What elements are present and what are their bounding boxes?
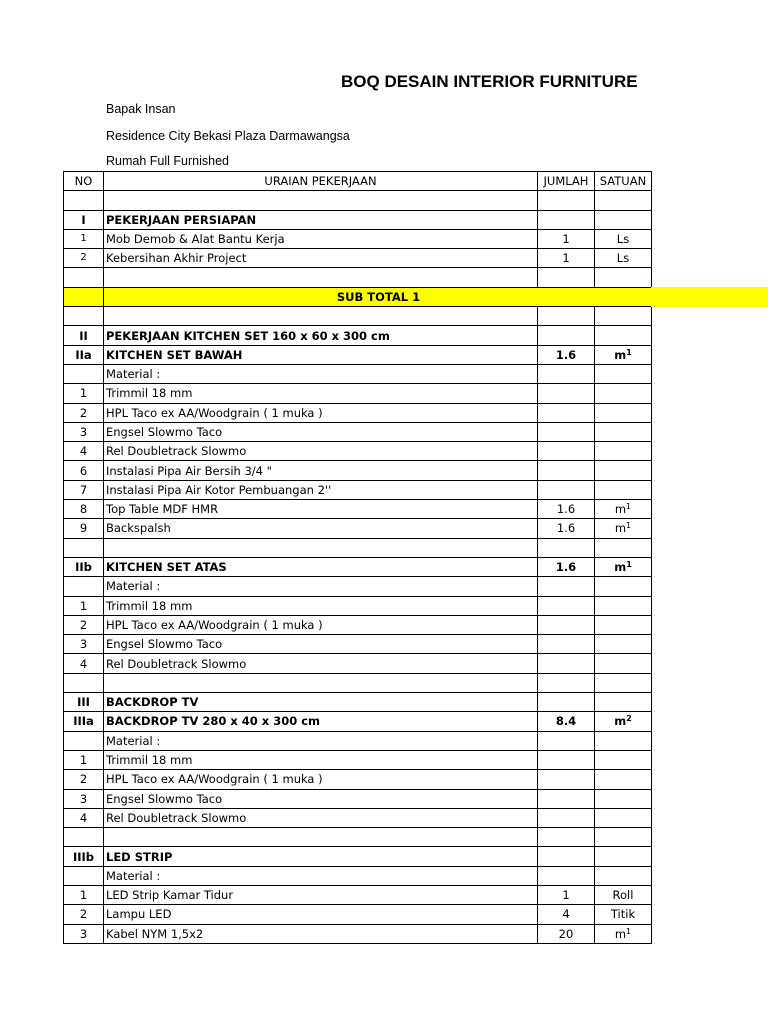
unit-text: m xyxy=(614,521,627,536)
cell-unit xyxy=(595,364,652,383)
cell-quantity xyxy=(538,191,595,210)
cell-description: KITCHEN SET ATAS xyxy=(104,557,538,576)
cell-quantity xyxy=(538,384,595,403)
cell-unit xyxy=(595,828,652,847)
cell-description: KITCHEN SET BAWAH xyxy=(104,345,538,364)
cell-no: II xyxy=(64,326,104,345)
cell-no: 3 xyxy=(64,422,104,441)
cell-quantity xyxy=(538,731,595,750)
cell-quantity xyxy=(538,364,595,383)
cell-description: Material : xyxy=(104,577,538,596)
cell-unit xyxy=(595,885,652,904)
table-row xyxy=(64,635,652,654)
table-row xyxy=(64,770,652,789)
cell-unit xyxy=(595,461,652,480)
cell-quantity xyxy=(538,307,595,326)
cell-no: 2 xyxy=(64,905,104,924)
cell-unit xyxy=(595,770,652,789)
cell-quantity xyxy=(538,789,595,808)
cell-no: I xyxy=(64,210,104,229)
cell-description: PEKERJAAN PERSIAPAN xyxy=(104,210,538,229)
table-row xyxy=(64,615,652,634)
table-row xyxy=(64,596,652,615)
header-quantity: JUMLAH xyxy=(538,172,595,191)
cell-unit xyxy=(595,577,652,596)
cell-quantity xyxy=(538,403,595,422)
cell-no: 3 xyxy=(64,635,104,654)
blank-row xyxy=(64,828,652,847)
table-row xyxy=(64,442,652,461)
table-row xyxy=(64,384,652,403)
project-scope: Rumah Full Furnished xyxy=(106,154,229,168)
cell-no: 4 xyxy=(64,442,104,461)
blank-row xyxy=(64,307,652,326)
cell-unit xyxy=(595,866,652,885)
cell-unit xyxy=(595,693,652,712)
table-row xyxy=(64,577,652,596)
cell-quantity: 1.6 xyxy=(538,557,595,576)
cell-description: HPL Taco ex AA/Woodgrain ( 1 muka ) xyxy=(104,615,538,634)
blank-row xyxy=(64,673,652,692)
cell-description: Trimmil 18 mm xyxy=(104,596,538,615)
cell-unit xyxy=(595,191,652,210)
cell-unit xyxy=(595,789,652,808)
cell-no: 1 xyxy=(64,229,104,248)
cell-quantity: 1.6 xyxy=(538,500,595,519)
header-description: URAIAN PEKERJAAN xyxy=(104,172,538,191)
unit-text: m xyxy=(614,714,627,729)
cell-quantity xyxy=(538,828,595,847)
subtotal-highlight-extension xyxy=(651,287,768,306)
cell-no: 7 xyxy=(64,480,104,499)
cell-description: Engsel Slowmo Taco xyxy=(104,789,538,808)
cell-description: Rel Doubletrack Slowmo xyxy=(104,808,538,827)
cell-no: 1 xyxy=(64,750,104,769)
cell-description xyxy=(104,307,538,326)
cell-unit xyxy=(595,635,652,654)
cell-unit xyxy=(595,268,652,287)
boq-table xyxy=(63,171,652,944)
blank-row xyxy=(64,268,652,287)
cell-no xyxy=(64,673,104,692)
cell-quantity xyxy=(538,422,595,441)
cell-no: 8 xyxy=(64,500,104,519)
table-row xyxy=(64,654,652,673)
cell-unit xyxy=(595,538,652,557)
cell-quantity: 8.4 xyxy=(538,712,595,731)
cell-no xyxy=(64,268,104,287)
cell-unit xyxy=(595,307,652,326)
cell-no: III xyxy=(64,693,104,712)
cell-description xyxy=(104,673,538,692)
cell-unit xyxy=(595,384,652,403)
subtotal-spacer xyxy=(64,287,104,306)
cell-quantity xyxy=(538,577,595,596)
cell-no: IIa xyxy=(64,345,104,364)
cell-quantity xyxy=(538,770,595,789)
unit-text: m xyxy=(614,926,627,941)
subtotal-row xyxy=(64,287,652,306)
cell-unit xyxy=(595,905,652,924)
cell-no: 2 xyxy=(64,615,104,634)
table-row xyxy=(64,924,652,943)
cell-description: Engsel Slowmo Taco xyxy=(104,422,538,441)
cell-description: Kebersihan Akhir Project xyxy=(104,249,538,268)
unit-exponent: 1 xyxy=(626,926,632,936)
cell-quantity: 1.6 xyxy=(538,345,595,364)
cell-unit xyxy=(595,712,652,731)
table-row xyxy=(64,519,652,538)
cell-description: Kabel NYM 1,5x2 xyxy=(104,924,538,943)
table-row xyxy=(64,905,652,924)
cell-unit xyxy=(595,615,652,634)
cell-description: Rel Doubletrack Slowmo xyxy=(104,442,538,461)
section-row xyxy=(64,345,652,364)
cell-description: Material : xyxy=(104,731,538,750)
section-row xyxy=(64,712,652,731)
cell-unit xyxy=(595,249,652,268)
cell-description: Engsel Slowmo Taco xyxy=(104,635,538,654)
unit-text: m xyxy=(614,347,627,362)
table-row xyxy=(64,731,652,750)
section-row xyxy=(64,693,652,712)
cell-quantity xyxy=(538,210,595,229)
cell-description: Instalasi Pipa Air Kotor Pembuangan 2'' xyxy=(104,480,538,499)
cell-quantity xyxy=(538,750,595,769)
header-no: NO xyxy=(64,172,104,191)
cell-description: HPL Taco ex AA/Woodgrain ( 1 muka ) xyxy=(104,403,538,422)
cell-no: 9 xyxy=(64,519,104,538)
cell-unit xyxy=(595,345,652,364)
cell-description: LED STRIP xyxy=(104,847,538,866)
cell-quantity xyxy=(538,635,595,654)
table-row xyxy=(64,422,652,441)
cell-no: 6 xyxy=(64,461,104,480)
table-row xyxy=(64,885,652,904)
cell-no: IIIb xyxy=(64,847,104,866)
cell-no xyxy=(64,828,104,847)
cell-no: 3 xyxy=(64,924,104,943)
cell-quantity xyxy=(538,615,595,634)
section-row xyxy=(64,557,652,576)
table-row xyxy=(64,403,652,422)
cell-no: 4 xyxy=(64,654,104,673)
cell-quantity: 4 xyxy=(538,905,595,924)
cell-unit xyxy=(595,731,652,750)
cell-unit xyxy=(595,422,652,441)
subtotal-label: SUB TOTAL 1 xyxy=(104,287,652,306)
section-row xyxy=(64,326,652,345)
table-row xyxy=(64,461,652,480)
blank-row xyxy=(64,538,652,557)
cell-description: BACKDROP TV xyxy=(104,693,538,712)
cell-description: Trimmil 18 mm xyxy=(104,384,538,403)
cell-quantity: 1 xyxy=(538,229,595,248)
cell-quantity xyxy=(538,461,595,480)
cell-unit xyxy=(595,229,652,248)
table-row xyxy=(64,500,652,519)
cell-unit xyxy=(595,442,652,461)
unit-exponent: 1 xyxy=(626,502,632,512)
unit-text: Titik xyxy=(610,907,636,922)
section-row xyxy=(64,847,652,866)
cell-quantity xyxy=(538,480,595,499)
cell-unit xyxy=(595,596,652,615)
cell-quantity xyxy=(538,673,595,692)
blank-row xyxy=(64,191,652,210)
cell-no xyxy=(64,364,104,383)
section-row xyxy=(64,210,652,229)
cell-unit xyxy=(595,403,652,422)
unit-exponent: 1 xyxy=(626,560,632,570)
table-header-row xyxy=(64,172,652,191)
cell-unit xyxy=(595,673,652,692)
unit-text: Roll xyxy=(612,888,634,903)
unit-text: Ls xyxy=(616,251,630,266)
cell-unit xyxy=(595,808,652,827)
cell-unit xyxy=(595,654,652,673)
cell-quantity xyxy=(538,866,595,885)
cell-quantity xyxy=(538,654,595,673)
cell-unit xyxy=(595,557,652,576)
cell-description: Lampu LED xyxy=(104,905,538,924)
table-row xyxy=(64,808,652,827)
client-name: Bapak Insan xyxy=(106,102,176,116)
cell-unit xyxy=(595,500,652,519)
cell-no xyxy=(64,191,104,210)
unit-text: m xyxy=(614,502,627,517)
cell-description xyxy=(104,538,538,557)
cell-description: Mob Demob & Alat Bantu Kerja xyxy=(104,229,538,248)
cell-no xyxy=(64,307,104,326)
cell-description xyxy=(104,268,538,287)
cell-quantity: 20 xyxy=(538,924,595,943)
cell-unit xyxy=(595,326,652,345)
table-row xyxy=(64,866,652,885)
cell-description: PEKERJAAN KITCHEN SET 160 x 60 x 300 cm xyxy=(104,326,538,345)
cell-unit xyxy=(595,750,652,769)
cell-description: Backspalsh xyxy=(104,519,538,538)
cell-description xyxy=(104,828,538,847)
cell-quantity: 1 xyxy=(538,249,595,268)
cell-description: Instalasi Pipa Air Bersih 3/4 " xyxy=(104,461,538,480)
cell-unit xyxy=(595,519,652,538)
cell-no: 1 xyxy=(64,596,104,615)
cell-no xyxy=(64,577,104,596)
cell-quantity xyxy=(538,326,595,345)
table-row xyxy=(64,229,652,248)
cell-quantity: 1.6 xyxy=(538,519,595,538)
cell-no: 3 xyxy=(64,789,104,808)
cell-unit xyxy=(595,847,652,866)
cell-no xyxy=(64,538,104,557)
document-title: BOQ DESAIN INTERIOR FURNITURE xyxy=(341,72,638,91)
cell-description: Trimmil 18 mm xyxy=(104,750,538,769)
unit-exponent: 1 xyxy=(626,521,632,531)
cell-quantity xyxy=(538,538,595,557)
cell-no: 2 xyxy=(64,403,104,422)
cell-description: Material : xyxy=(104,866,538,885)
cell-quantity xyxy=(538,847,595,866)
cell-quantity xyxy=(538,808,595,827)
cell-quantity: 1 xyxy=(538,885,595,904)
unit-exponent: 2 xyxy=(626,714,632,724)
cell-description: BACKDROP TV 280 x 40 x 300 cm xyxy=(104,712,538,731)
cell-no xyxy=(64,731,104,750)
cell-no: 2 xyxy=(64,249,104,268)
cell-description: Rel Doubletrack Slowmo xyxy=(104,654,538,673)
cell-no: 1 xyxy=(64,885,104,904)
cell-no xyxy=(64,866,104,885)
cell-quantity xyxy=(538,442,595,461)
cell-no: 4 xyxy=(64,808,104,827)
cell-quantity xyxy=(538,596,595,615)
cell-description: Material : xyxy=(104,364,538,383)
cell-no: 1 xyxy=(64,384,104,403)
header-unit: SATUAN xyxy=(595,172,652,191)
table-row xyxy=(64,750,652,769)
table-row xyxy=(64,249,652,268)
cell-no: IIb xyxy=(64,557,104,576)
cell-quantity xyxy=(538,268,595,287)
unit-text: Ls xyxy=(616,232,630,247)
cell-quantity xyxy=(538,693,595,712)
cell-description xyxy=(104,191,538,210)
table-row xyxy=(64,789,652,808)
project-location: Residence City Bekasi Plaza Darmawangsa xyxy=(106,129,350,143)
cell-description: HPL Taco ex AA/Woodgrain ( 1 muka ) xyxy=(104,770,538,789)
table-row xyxy=(64,480,652,499)
cell-no: IIIa xyxy=(64,712,104,731)
cell-description: LED Strip Kamar Tidur xyxy=(104,885,538,904)
table-row xyxy=(64,364,652,383)
cell-unit xyxy=(595,924,652,943)
cell-no: 2 xyxy=(64,770,104,789)
cell-description: Top Table MDF HMR xyxy=(104,500,538,519)
cell-unit xyxy=(595,480,652,499)
cell-unit xyxy=(595,210,652,229)
unit-exponent: 1 xyxy=(626,347,632,357)
unit-text: m xyxy=(614,560,627,575)
